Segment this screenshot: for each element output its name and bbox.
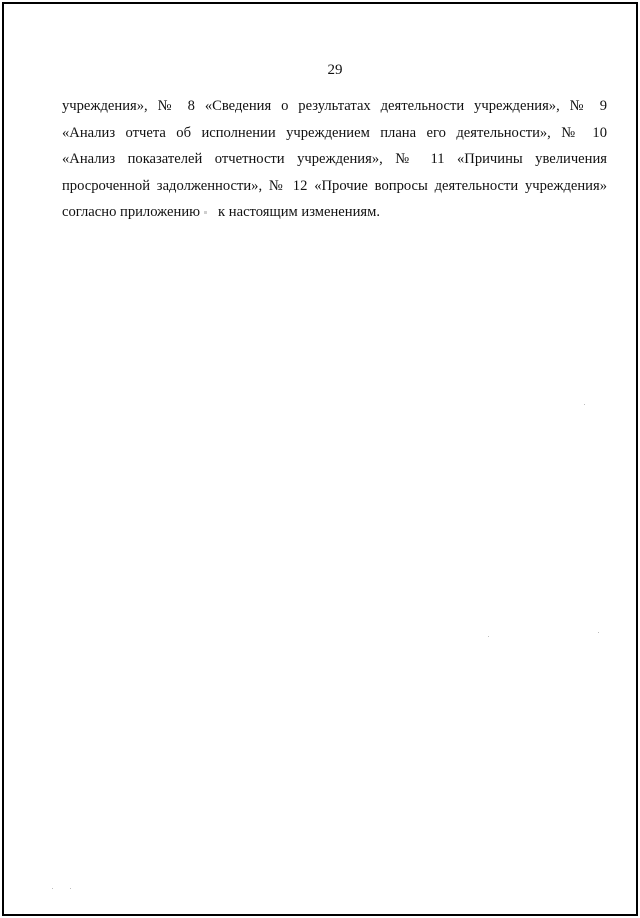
paragraph-line-2: «Анализ отчета об исполнении учреждением плана его деятельности», № 10 — [62, 124, 607, 141]
blank-gap — [200, 202, 218, 223]
last-line-after: к настоящим изменениям. — [218, 204, 380, 220]
page-number: 29 — [327, 62, 343, 78]
paragraph-line-3: «Анализ показателей отчетности учреждения», № 11 «Причины увеличения — [62, 151, 607, 167]
page-border-top — [2, 2, 638, 4]
page-border-bottom — [2, 914, 638, 916]
paragraph-line-5 — [62, 202, 607, 229]
paragraph-line-4: просроченной задолженности», № 12 «Прочие вопросы деятельности учреждения» — [62, 177, 607, 194]
paragraph-line-1: учреждения», № 8 «Сведения о результатах деятельности учреждения», № 9 — [62, 98, 607, 114]
scan-dot — [52, 888, 53, 889]
last-line-before: согласно приложению — [62, 204, 201, 220]
page-border-left — [2, 2, 4, 916]
scan-dot — [70, 888, 71, 889]
scan-dot — [598, 632, 599, 633]
scan-speck — [204, 211, 207, 214]
document-paragraph — [62, 96, 607, 229]
scan-dot — [584, 404, 585, 405]
scan-dot — [488, 636, 489, 637]
page-border-right — [636, 2, 638, 916]
